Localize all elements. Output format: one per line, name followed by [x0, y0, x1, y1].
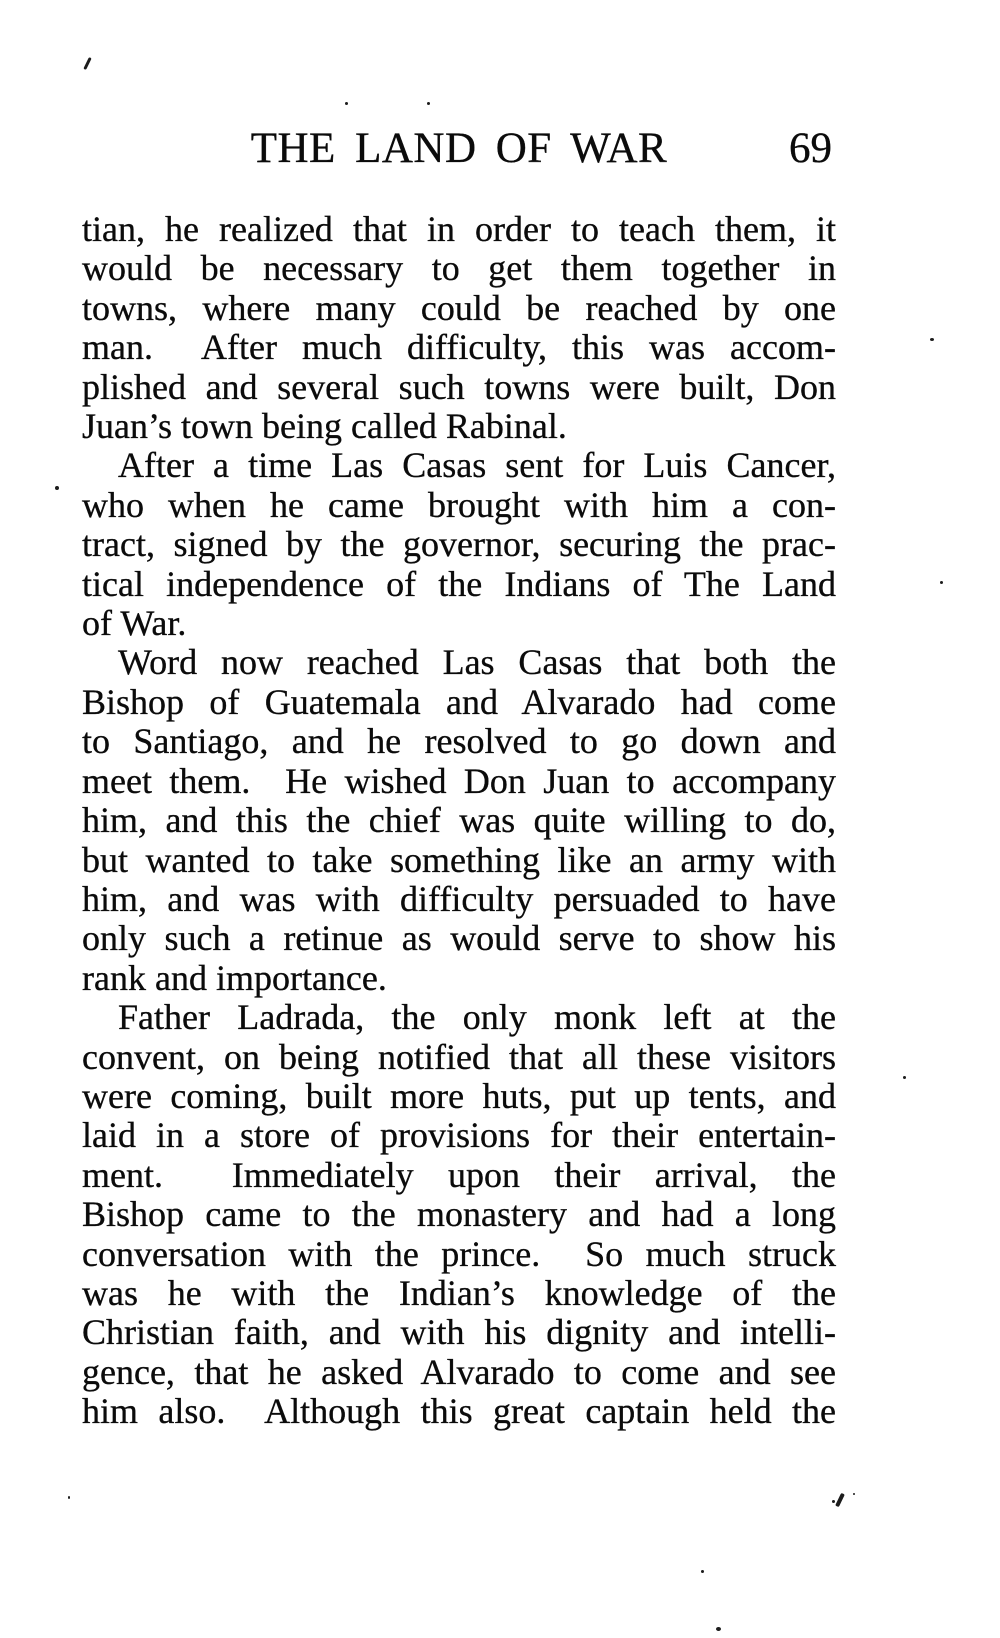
ink-speck [716, 1627, 721, 1631]
text-line: plished and several such towns were built, Don [82, 366, 836, 407]
text-line: Bishop came to the monastery and had a long [82, 1194, 836, 1235]
text-line: tian, he realized that in order to teach them, it [82, 209, 836, 249]
page-number: 69 [789, 125, 832, 172]
text-line: tical independence of the Indians of The Land [82, 563, 836, 604]
text-line: was he with the Indian’s knowledge of the [82, 1272, 836, 1313]
ink-speck [427, 102, 430, 105]
running-header-title: THE LAND OF WAR [250, 125, 668, 172]
ink-slash-mark [83, 57, 91, 70]
text-line: convent, on being notified that all these visitors [82, 1036, 836, 1077]
ink-speck [55, 486, 59, 490]
text-line: only such a retinue as would serve to show his [82, 918, 836, 959]
text-line: Juan’s town being called Rabinal. [82, 406, 567, 447]
text-line: Father Ladrada, the only monk left at the [118, 997, 836, 1038]
text-line: him, and was with difficulty persuaded to have [82, 878, 836, 919]
body-text [82, 210, 836, 1432]
text-line: but wanted to take something like an army with [82, 839, 836, 880]
ink-squiggle-mark [835, 1493, 845, 1507]
text-line: him also. Although this great captain held the [82, 1391, 836, 1432]
text-line: who when he came brought with him a con- [82, 484, 836, 525]
text-line: him, and this the chief was quite willing to do, [82, 800, 836, 841]
ink-speck [940, 581, 943, 584]
text-line: laid in a store of provisions for their entertain- [82, 1115, 836, 1156]
text-line: gence, that he asked Alvarado to come and see [82, 1351, 836, 1392]
ink-speck [930, 338, 934, 341]
text-line: were coming, built more huts, put up tents, and [82, 1075, 836, 1116]
text-line: tract, signed by the governor, securing the prac- [82, 524, 836, 565]
ink-speck [345, 102, 348, 105]
text-line: Christian faith, and with his dignity and intelli- [82, 1312, 836, 1353]
text-line: man. After much difficulty, this was accom- [82, 327, 836, 368]
text-line: to Santiago, and he resolved to go down and [82, 721, 836, 762]
ink-speck [832, 1500, 835, 1503]
text-line: After a time Las Casas sent for Luis Cancer, [118, 445, 836, 486]
text-line: meet them. He wished Don Juan to accompany [82, 760, 836, 801]
text-line: conversation with the prince. So much struck [82, 1233, 836, 1274]
ink-speck [68, 1496, 70, 1499]
text-line: of War. [82, 603, 187, 644]
text-line: would be necessary to get them together in [82, 248, 836, 289]
text-line: towns, where many could be reached by one [82, 287, 836, 328]
ink-speck [853, 1493, 855, 1495]
text-line: rank and importance. [82, 957, 387, 998]
text-line: Bishop of Guatemala and Alvarado had come [82, 681, 836, 722]
text-line: Word now reached Las Casas that both the [118, 642, 836, 683]
ink-speck [903, 1076, 906, 1079]
text-line: ment. Immediately upon their arrival, the [82, 1154, 836, 1195]
ink-speck [701, 1570, 704, 1573]
